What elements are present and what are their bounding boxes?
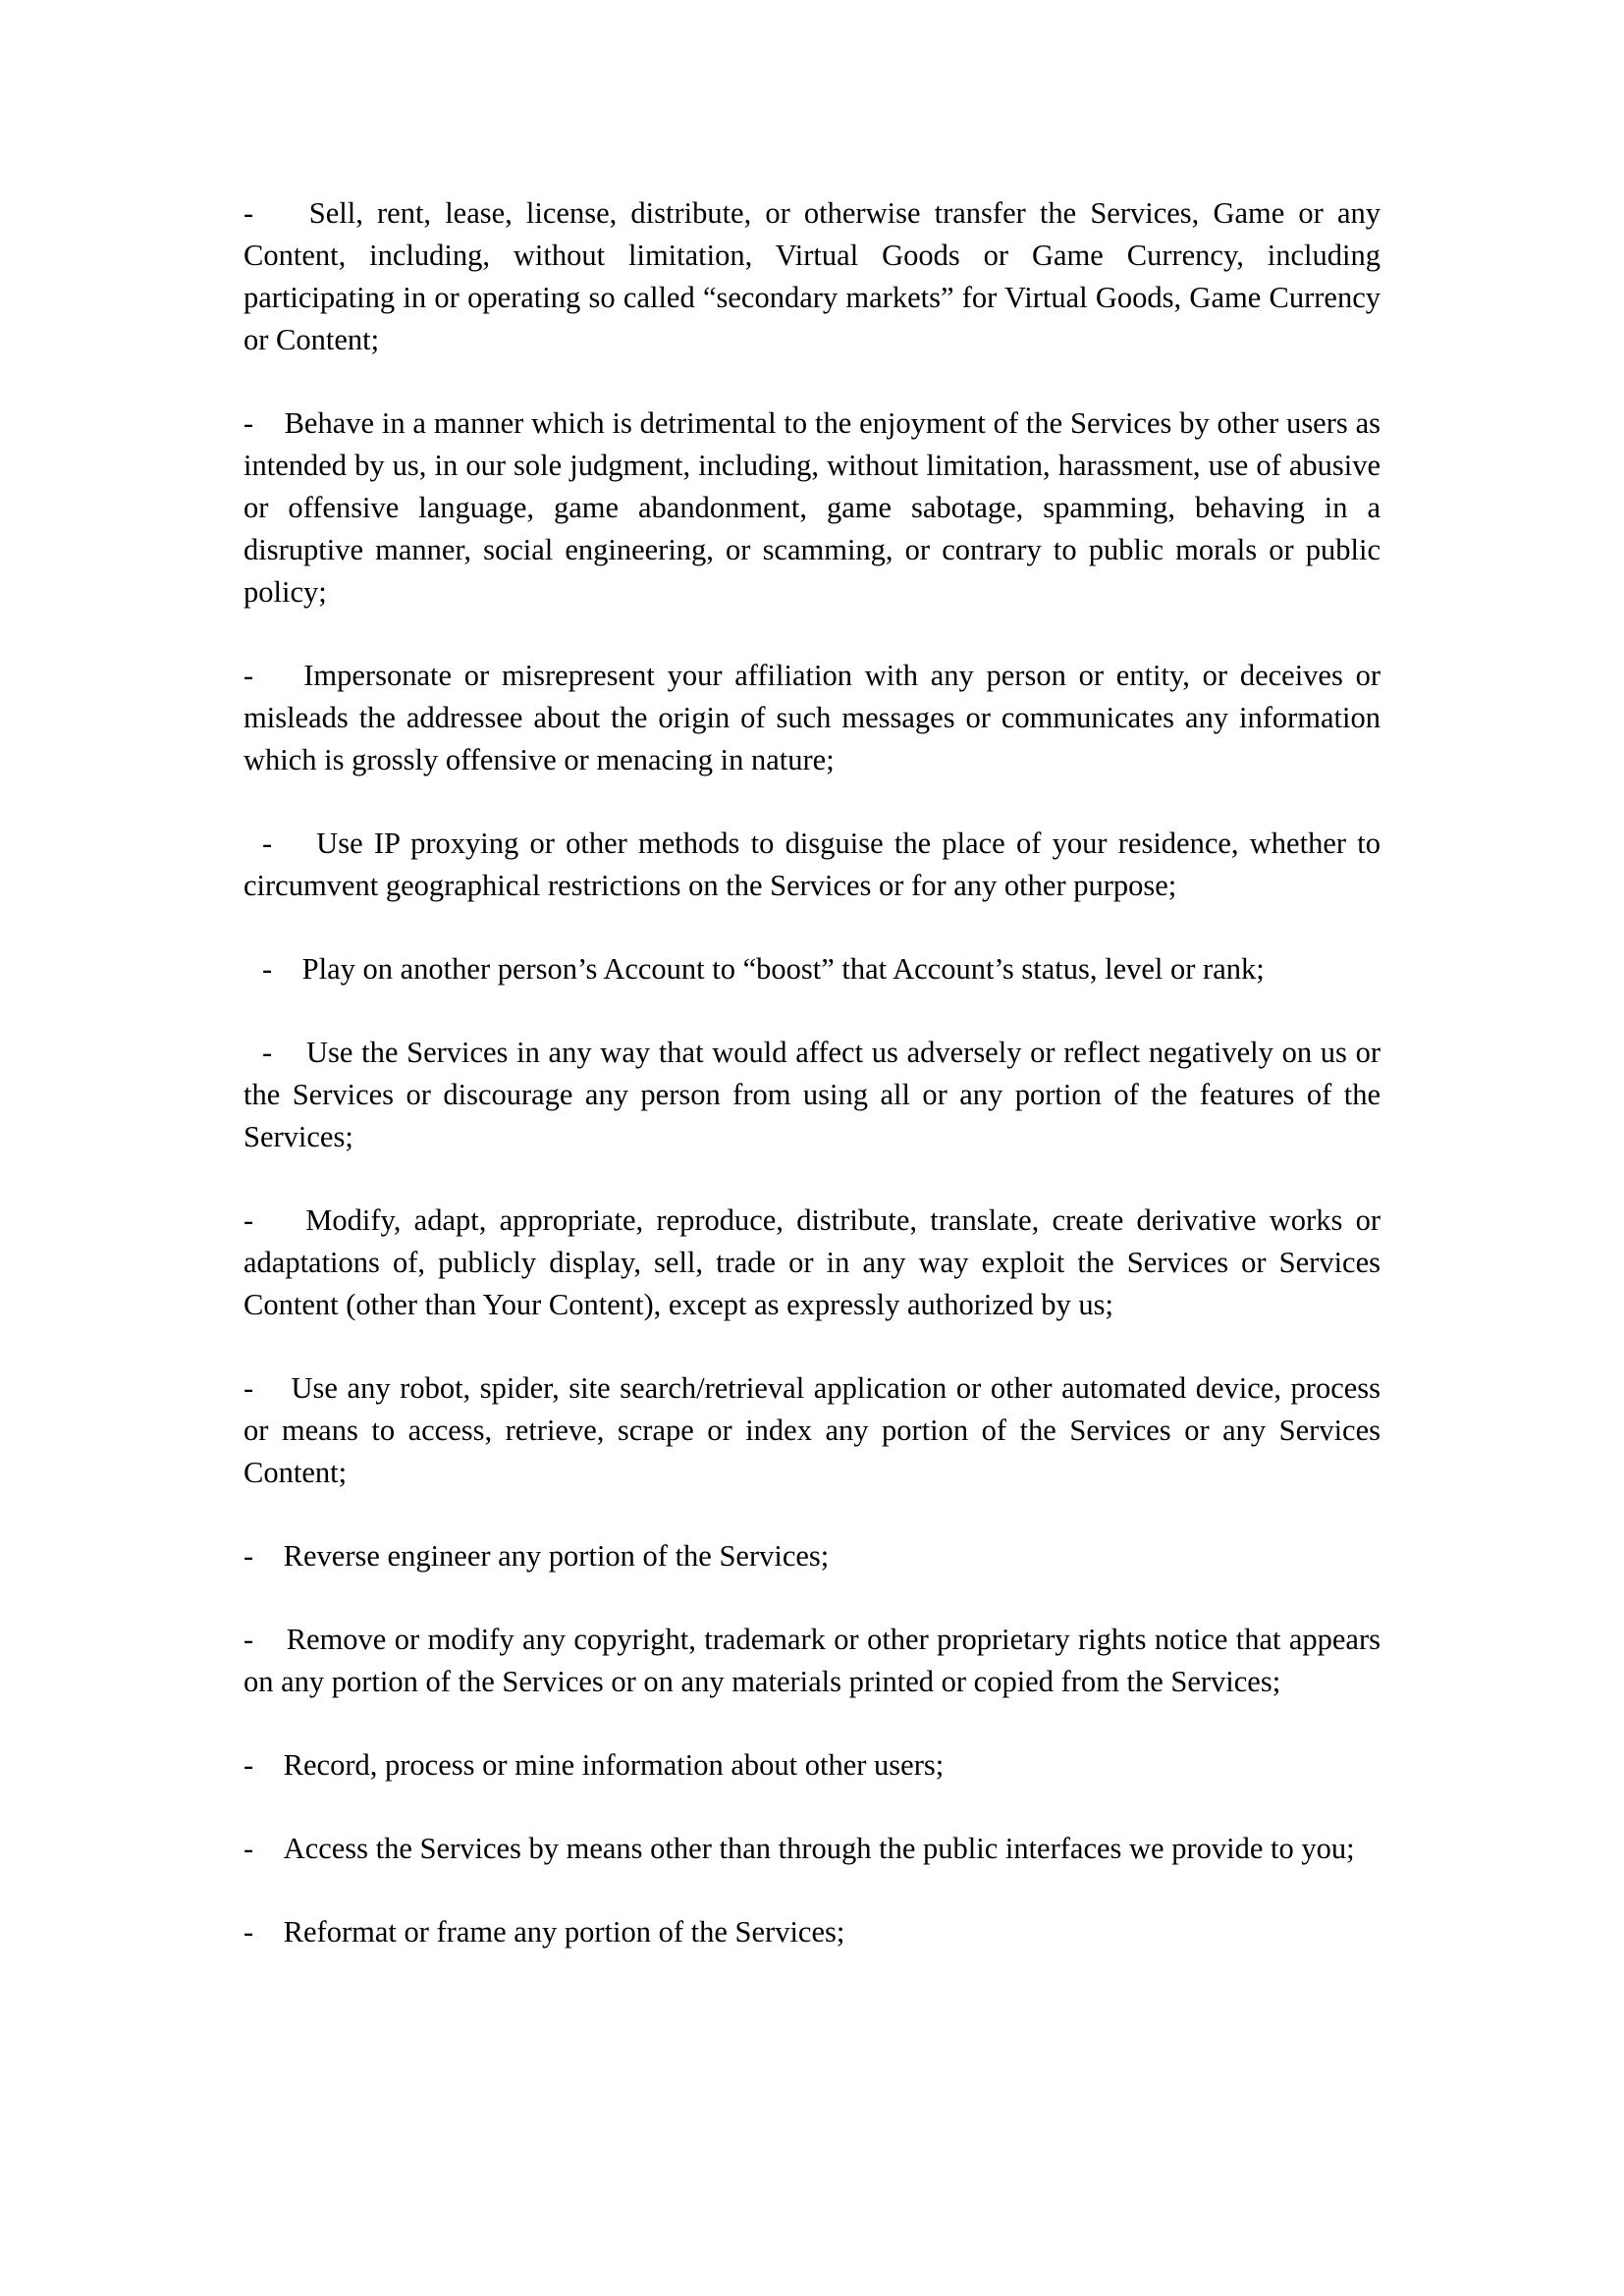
- clause-bullet-gap: [272, 952, 302, 986]
- clause-bullet-gap: [253, 196, 309, 230]
- clause-ip-proxying: [244, 823, 1380, 907]
- clause-bullet-dash: -: [244, 196, 254, 230]
- clause-bullet-gap: [253, 406, 284, 440]
- clause-text: Modify, adapt, appropriate, reproduce, distribute, translate, create derivative works or adaptations of, publicly display, sell, trade or in any way exploit the Services or Services Content (other than Your Content), except as expressly authorized by us;: [244, 1203, 1380, 1321]
- clause-bullet-gap: [253, 1371, 291, 1405]
- clause-bullet-gap: [253, 1623, 287, 1656]
- clause-text: Reformat or frame any portion of the Services;: [283, 1915, 845, 1949]
- clause-bullet-dash: -: [262, 1036, 273, 1069]
- clause-bullet-gap: [272, 827, 316, 860]
- clause-bullet-dash: -: [262, 827, 273, 860]
- clause-bullet-dash: -: [244, 1623, 254, 1656]
- clause-robot-spider-scraper: [244, 1367, 1380, 1494]
- clause-text: Sell, rent, lease, license, distribute, or otherwise transfer the Services, Game or any Content, including, without limitation, Virtual Goods or Game Currency, including participating in or operating so called “secondary markets” for Virtual Goods, Game Currency or Content;: [244, 196, 1381, 356]
- clause-bullet-dash: -: [244, 1748, 254, 1782]
- clause-bullet-dash: -: [244, 1832, 254, 1865]
- clause-bullet-dash: -: [244, 659, 254, 692]
- clause-text: Behave in a manner which is detrimental to the enjoyment of the Services by other users as intended by us, in our sole judgment, including, without limitation, harassment, use of abusive or offensive language, game abandonment, game sabotage, spamming, behaving in a disruptive manner, social engineering, or scamming, or contrary to public morals or public policy;: [244, 406, 1380, 609]
- clause-text: Reverse engineer any portion of the Services;: [283, 1539, 830, 1573]
- clause-sell-rent-lease: [244, 192, 1380, 361]
- clause-bullet-gap: [253, 1832, 284, 1865]
- clause-bullet-gap: [253, 1203, 305, 1237]
- clause-reformat-or-frame: [244, 1911, 1380, 1953]
- clause-record-process-mine: [244, 1744, 1380, 1787]
- clause-modify-adapt-reproduce: [244, 1200, 1380, 1326]
- clause-text: Use any robot, spider, site search/retrieval application or other automated device, process or means to access, retrieve, scrape or index any portion of the Services or any Services Content;: [244, 1371, 1381, 1489]
- clause-text: Play on another person’s Account to “boost” that Account’s status, level or rank;: [301, 952, 1265, 986]
- clause-bullet-dash: -: [244, 1203, 254, 1237]
- clause-access-non-public-interfaces: [244, 1828, 1380, 1870]
- clause-text: Use the Services in any way that would affect us adversely or reflect negatively on us or the Services or discourage any person from using all or any portion of the features of the Services;: [244, 1036, 1381, 1153]
- clause-play-another-account: [244, 948, 1380, 990]
- clause-reverse-engineer: [244, 1535, 1380, 1577]
- clause-bullet-dash: -: [262, 952, 273, 986]
- clause-bullet-dash: -: [244, 1915, 254, 1949]
- clause-behave-detrimental: [244, 402, 1380, 614]
- clause-bullet-gap: [253, 1539, 284, 1573]
- clause-text: Remove or modify any copyright, trademark or other proprietary rights notice that appears on any portion of the Services or on any materials printed or copied from the Services;: [244, 1623, 1380, 1698]
- clause-text: Impersonate or misrepresent your affiliation with any person or entity, or deceives or misleads the addressee about the origin of such messages or communicates any information which is grossly offensive or menacing in nature;: [244, 659, 1381, 776]
- clause-bullet-gap: [272, 1036, 306, 1069]
- clause-bullet-gap: [253, 659, 303, 692]
- clause-impersonate-misrepresent: [244, 655, 1380, 781]
- clause-list: [244, 192, 1380, 1953]
- clause-bullet-gap: [253, 1748, 284, 1782]
- clause-text: Access the Services by means other than through the public interfaces we provide to you;: [283, 1832, 1355, 1865]
- clause-bullet-gap: [253, 1915, 284, 1949]
- clause-text: Use IP proxying or other methods to disguise the place of your residence, whether to circumvent geographical restrictions on the Services or for any other purpose;: [244, 827, 1380, 902]
- clause-text: Record, process or mine information about other users;: [283, 1748, 945, 1782]
- clause-affect-us-adversely: [244, 1032, 1380, 1158]
- clause-bullet-dash: -: [244, 1539, 254, 1573]
- clause-bullet-dash: -: [244, 406, 254, 440]
- clause-bullet-dash: -: [244, 1371, 254, 1405]
- clause-remove-copyright-notice: [244, 1619, 1380, 1703]
